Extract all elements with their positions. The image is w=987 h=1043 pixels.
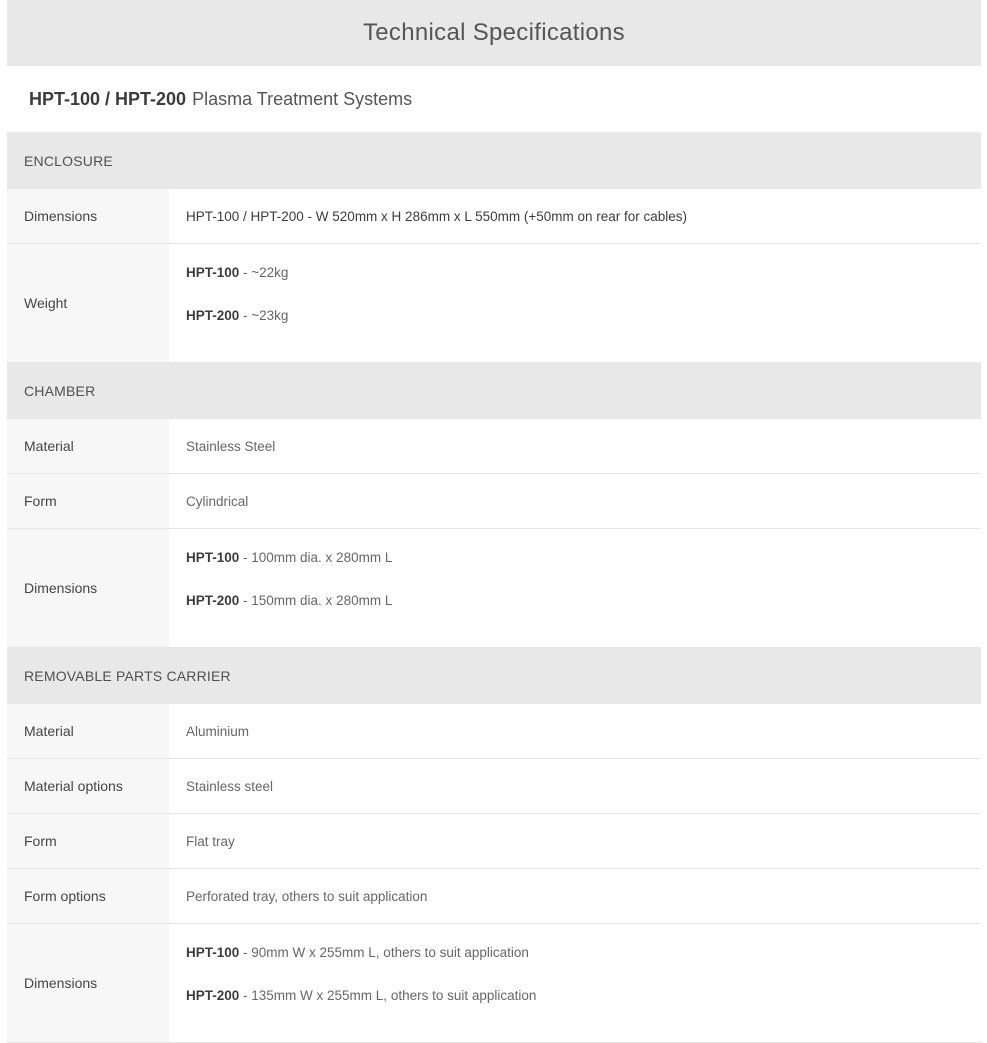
spec-text: - 150mm dia. x 280mm L <box>239 593 393 608</box>
spec-row-carrier-dimensions <box>7 924 981 1043</box>
spec-value <box>169 244 981 362</box>
spec-row-carrier-form-options <box>7 869 981 924</box>
spec-row-chamber-dimensions <box>7 529 981 648</box>
spec-value-line <box>186 264 288 281</box>
model-name: HPT-200 <box>186 988 240 1003</box>
spec-value-line <box>186 944 529 961</box>
spec-text: - 100mm dia. x 280mm L <box>239 550 393 565</box>
spec-label: Form options <box>7 869 169 923</box>
section-chamber: CHAMBER <box>7 363 981 419</box>
spec-row-enclosure-weight <box>7 244 981 363</box>
spec-value-line <box>186 307 288 324</box>
spec-value-line <box>186 592 392 609</box>
spec-value-line <box>186 549 392 566</box>
model-name: HPT-200 <box>186 308 240 323</box>
spec-row-carrier-material <box>7 704 981 759</box>
spec-label: Material <box>7 419 169 473</box>
spec-value: Perforated tray, others to suit application <box>186 888 428 904</box>
spec-value: HPT-100 / HPT-200 - W 520mm x H 286mm x L 550mm (+50mm on rear for cables) <box>186 208 688 224</box>
spec-value: Stainless Steel <box>186 438 276 454</box>
section-removable-parts-carrier: REMOVABLE PARTS CARRIER <box>7 648 981 704</box>
spec-label: Material <box>7 704 169 758</box>
product-heading <box>7 66 981 133</box>
spec-label: Dimensions <box>7 189 169 243</box>
spec-text: - ~23kg <box>239 308 289 323</box>
section-enclosure: ENCLOSURE <box>7 133 981 189</box>
spec-row-enclosure-dimensions <box>7 189 981 244</box>
page-title: Technical Specifications <box>7 0 981 66</box>
spec-value <box>169 924 981 1042</box>
product-description: Plasma Treatment Systems <box>192 88 413 109</box>
spec-text: - 135mm W x 255mm L, others to suit application <box>239 988 537 1003</box>
spec-label: Dimensions <box>7 924 169 1042</box>
spec-row-chamber-material <box>7 419 981 474</box>
spec-value <box>169 529 981 647</box>
model-name: HPT-100 <box>186 945 240 960</box>
spec-row-carrier-material-options <box>7 759 981 814</box>
model-name: HPT-100 <box>186 265 240 280</box>
spec-label: Material options <box>7 759 169 813</box>
spec-label: Dimensions <box>7 529 169 647</box>
spec-value: Flat tray <box>186 833 235 849</box>
spec-row-chamber-form <box>7 474 981 529</box>
spec-table <box>7 0 981 1043</box>
spec-label: Weight <box>7 244 169 362</box>
spec-text: - ~22kg <box>239 265 289 280</box>
model-name: HPT-100 <box>186 550 240 565</box>
spec-value: Stainless steel <box>186 778 274 794</box>
spec-label: Form <box>7 474 169 528</box>
product-models: HPT-100 / HPT-200 <box>29 88 187 109</box>
spec-text: - 90mm W x 255mm L, others to suit application <box>239 945 529 960</box>
model-name: HPT-200 <box>186 593 240 608</box>
spec-label: Form <box>7 814 169 868</box>
spec-row-carrier-form <box>7 814 981 869</box>
spec-value-line <box>186 987 536 1004</box>
spec-value: Aluminium <box>186 723 250 739</box>
spec-value: Cylindrical <box>186 493 249 509</box>
